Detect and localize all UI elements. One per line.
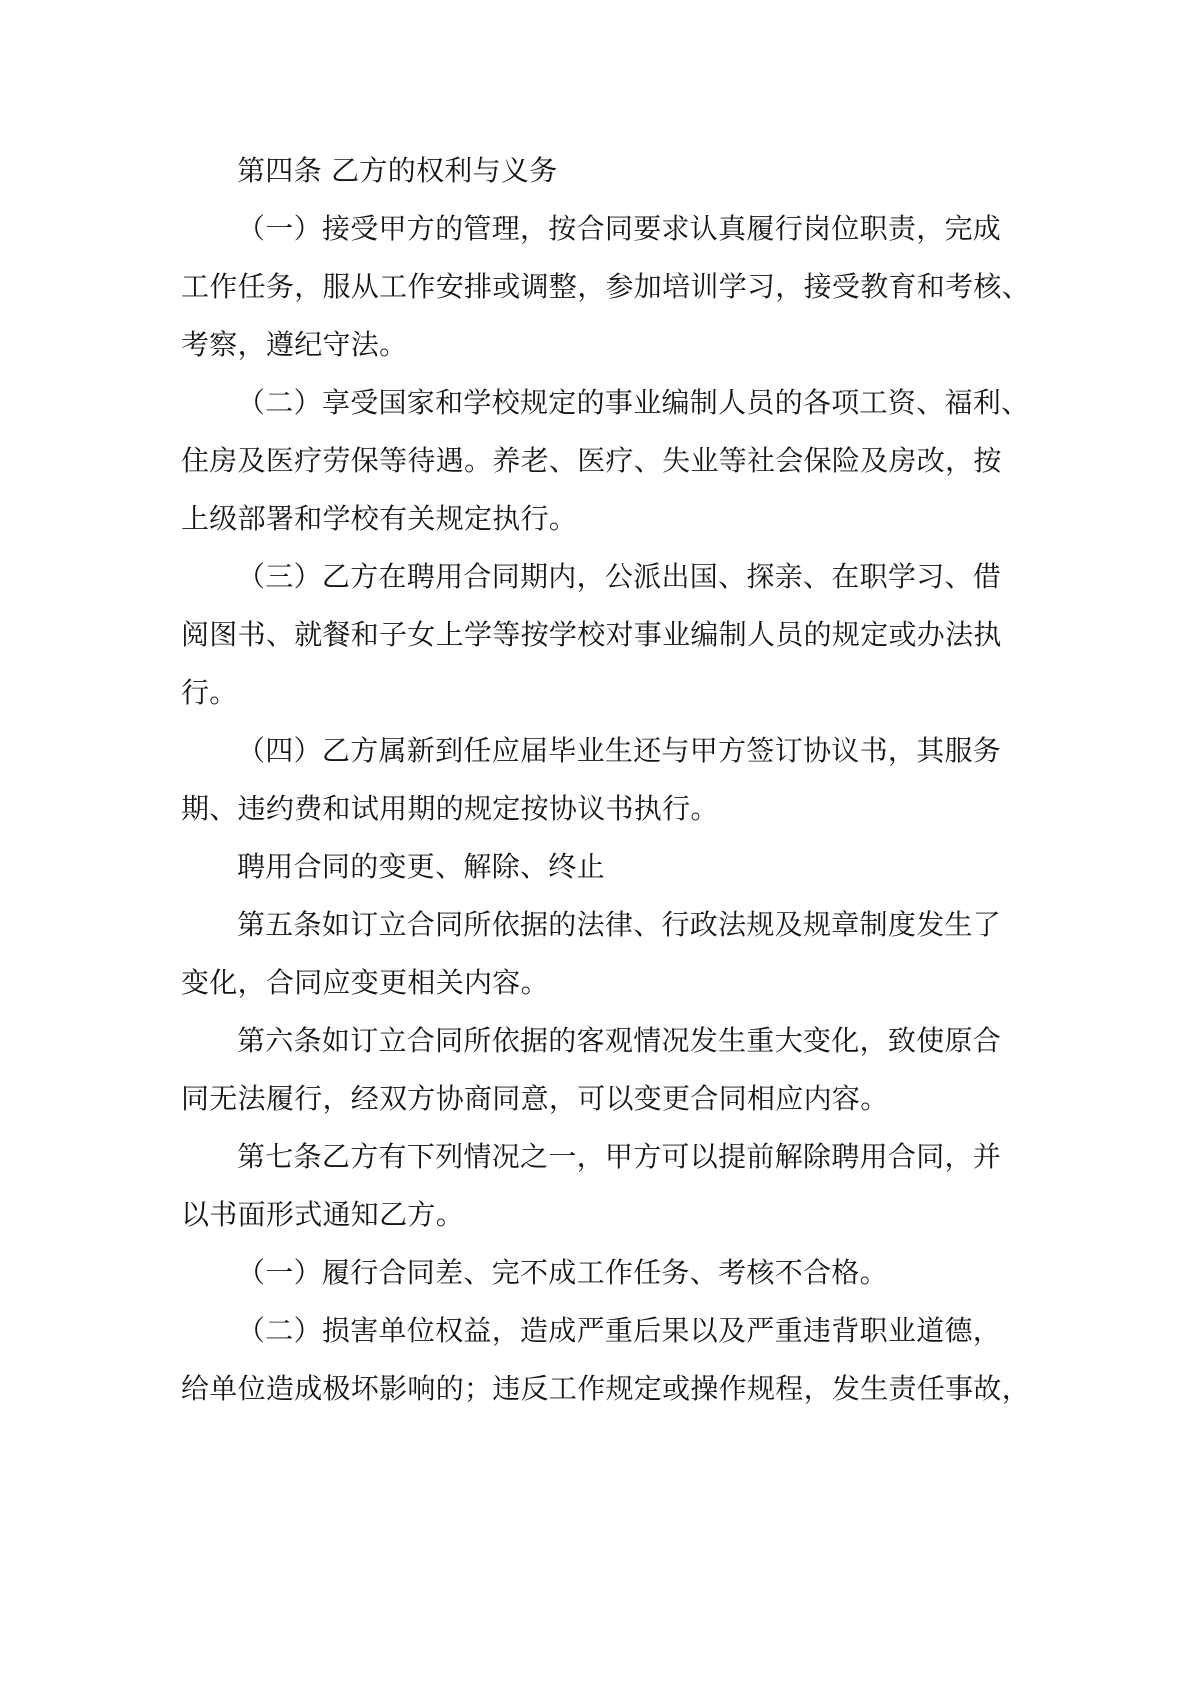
article-4-item-3-line-3: 行。 (181, 676, 238, 709)
article-4-item-1-line-3: 考察，遵纪守法。 (181, 328, 408, 361)
article-7-item-1: （一）履行合同差、完不成工作任务、考核不合格。 (237, 1256, 888, 1289)
article-4-item-1-line-1: （一）接受甲方的管理，按合同要求认真履行岗位职责，完成 (237, 212, 1002, 245)
article-7-item-2-line-1: （二）损害单位权益，造成严重后果以及严重违背职业道德， (237, 1314, 1002, 1347)
article-7-line-1: 第七条乙方有下列情况之一，甲方可以提前解除聘用合同，并 (237, 1140, 1002, 1173)
article-4-heading: 第四条 乙方的权利与义务 (237, 154, 558, 187)
article-7-item-2-line-2: 给单位造成极坏影响的；违反工作规定或操作规程，发生责任事故， (181, 1372, 1031, 1405)
article-4-item-3-line-1: （三）乙方在聘用合同期内，公派出国、探亲、在职学习、借 (237, 560, 1002, 593)
article-6-line-1: 第六条如订立合同所依据的客观情况发生重大变化，致使原合 (237, 1024, 1002, 1057)
article-6-line-2: 同无法履行，经双方协商同意，可以变更合同相应内容。 (181, 1082, 889, 1115)
article-4-item-4-line-1: （四）乙方属新到任应届毕业生还与甲方签订协议书，其服务 (237, 734, 1002, 767)
article-4-item-4-line-2: 期、违约费和试用期的规定按协议书执行。 (181, 792, 719, 825)
article-4-item-2-line-1: （二）享受国家和学校规定的事业编制人员的各项工资、福利、 (237, 386, 1030, 419)
article-4-item-2-line-3: 上级部署和学校有关规定执行。 (181, 502, 578, 535)
article-7-line-2: 以书面形式通知乙方。 (181, 1198, 465, 1231)
section-heading: 聘用合同的变更、解除、终止 (237, 850, 605, 883)
article-5-line-2: 变化，合同应变更相关内容。 (181, 966, 549, 999)
article-4-item-3-line-2: 阅图书、就餐和子女上学等按学校对事业编制人员的规定或办法执 (181, 618, 1002, 651)
article-4-item-2-line-2: 住房及医疗劳保等待遇。养老、医疗、失业等社会保险及房改，按 (181, 444, 1002, 477)
article-5-line-1: 第五条如订立合同所依据的法律、行政法规及规章制度发生了 (237, 908, 1002, 941)
article-4-item-1-line-2: 工作任务，服从工作安排或调整，参加培训学习，接受教育和考核、 (181, 270, 1031, 303)
